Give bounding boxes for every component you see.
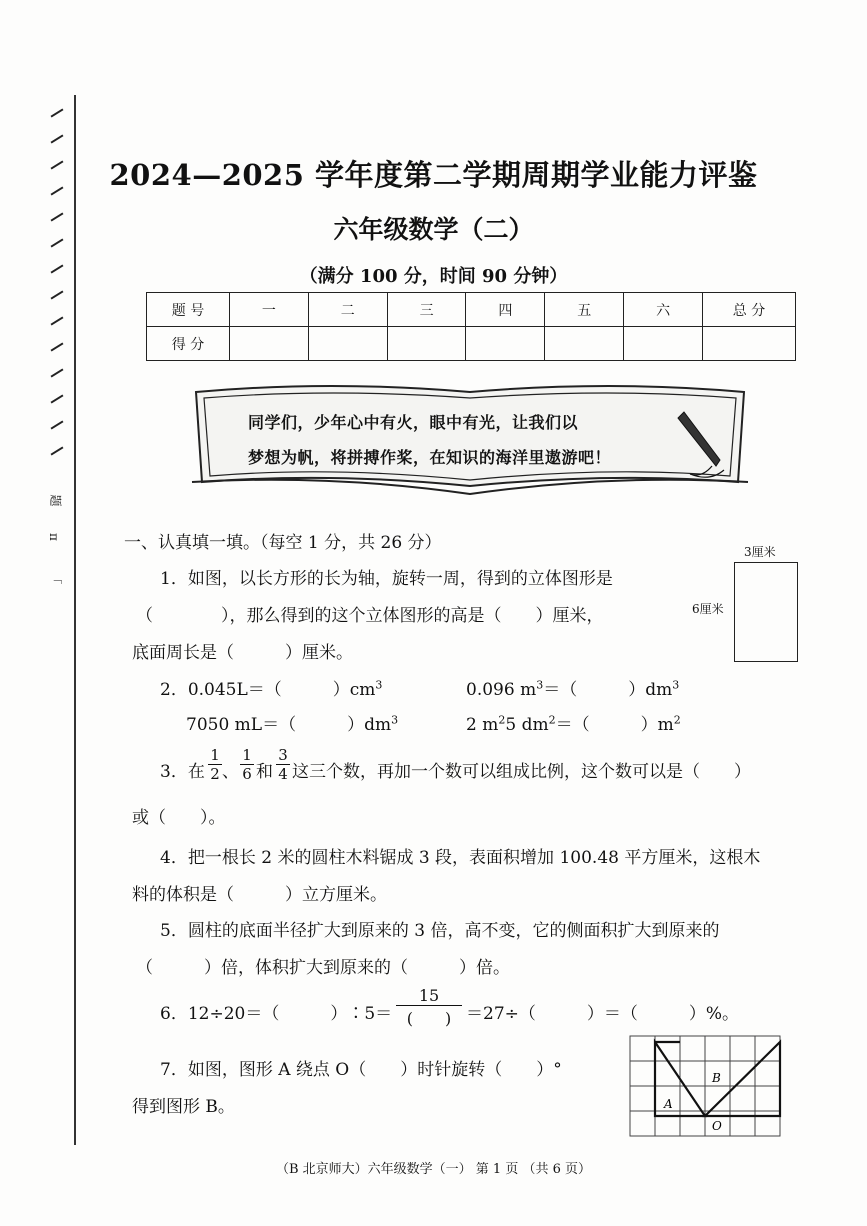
fraction-3-4: $\frac{3}{4}$ — [276, 746, 290, 783]
score-table — [146, 292, 796, 361]
q3-separator: 、 — [222, 762, 239, 782]
q1-line-2: （ ），那么得到的这个立体图形的高是（ ）厘米， — [136, 606, 604, 626]
score-header-cell: 一 — [230, 293, 309, 327]
q3-line-2: 或（ ）。 — [132, 808, 226, 828]
section-1-heading: 一、认真填一填。（每空 1 分，共 26 分） — [124, 533, 442, 553]
q5-line-2: （ ）倍，体积扩大到原来的（ ）倍。 — [136, 958, 510, 978]
score-cell[interactable] — [624, 327, 703, 361]
side-char-1: 题 — [48, 494, 63, 507]
book-banner-graphic — [190, 382, 750, 500]
fraction-1-6: $\frac{1}{6}$ — [240, 746, 254, 783]
page-footer: （B 北京师大）六年级数学（一） 第 1 页 （共 6 页） — [275, 1162, 592, 1177]
q2-item-c: 7050 mL＝（ ）$dm^3$ — [186, 713, 399, 735]
q2-item-a: 2．0.045L＝（ ）$cm^3$ — [160, 678, 383, 700]
score-cell[interactable] — [466, 327, 545, 361]
label-a: A — [664, 1097, 673, 1111]
label-b: B — [712, 1071, 721, 1085]
q2-item-d: 2 $m^25$ $dm^2=$（ ）$m^2$ — [466, 713, 681, 735]
score-header-cell: 题 号 — [147, 293, 230, 327]
q3-text: 这三个数，再加一个数可以组成比例，这个数可以是（ ） — [292, 762, 751, 782]
q2-item-b: 0.096 $m^3=$（ ）$dm^3$ — [466, 678, 680, 700]
banner-line-2: 梦想为帆，将拼搏作桨，在知识的海洋里遨游吧！ — [248, 448, 612, 467]
banner-line-1: 同学们，少年心中有火，眼中有光，让我们以 — [248, 413, 579, 432]
q6-part-a: 6．12÷20＝（ ）∶5＝ — [160, 1004, 393, 1024]
score-header-cell: 五 — [545, 293, 624, 327]
q5-line-1: 5．圆柱的底面半径扩大到原来的 3 倍，高不变，它的侧面积扩大到原来的 — [160, 921, 720, 941]
score-cell[interactable] — [703, 327, 796, 361]
exam-title: 2024—2025 学年度第二学期周期学业能力评鉴 — [109, 158, 758, 192]
side-char-3: 「 — [48, 572, 63, 585]
rectangle-figure — [734, 562, 798, 662]
score-cell[interactable] — [545, 327, 624, 361]
score-row-label: 得 分 — [147, 327, 230, 361]
q3-prefix: 3．在 — [160, 762, 205, 782]
score-cell[interactable] — [230, 327, 309, 361]
q1-line-1: 1．如图，以长方形的长为轴，旋转一周，得到的立体图形是 — [160, 569, 613, 589]
score-header-cell: 四 — [466, 293, 545, 327]
q6-fraction: 15 ( ) — [396, 986, 462, 1029]
exam-info: （满分 100 分，时间 90 分钟） — [299, 266, 568, 287]
q3-and: 和 — [256, 762, 273, 782]
rect-width-label: 3厘米 — [744, 545, 776, 559]
side-char-2: π — [46, 533, 61, 541]
q7-line-1: 7．如图，图形 A 绕点 O（ ）时针旋转（ ）° — [160, 1060, 562, 1080]
exam-subtitle: 六年级数学（二） — [333, 215, 534, 244]
score-header-cell: 三 — [387, 293, 466, 327]
score-table-score-row — [147, 327, 796, 361]
score-header-cell: 六 — [624, 293, 703, 327]
score-table-header-row — [147, 293, 796, 327]
score-header-cell: 二 — [308, 293, 387, 327]
rect-height-label: 6厘米 — [692, 602, 724, 616]
label-o: O — [712, 1119, 722, 1133]
q4-line-2: 料的体积是（ ）立方厘米。 — [132, 885, 387, 905]
binding-margin-line — [74, 95, 76, 1145]
score-header-cell: 总 分 — [703, 293, 796, 327]
rotation-grid-figure — [628, 1034, 788, 1142]
score-cell[interactable] — [308, 327, 387, 361]
q6-part-b: ＝27÷（ ）＝（ ）%。 — [466, 1004, 740, 1024]
q4-line-1: 4．把一根长 2 米的圆柱木料锯成 3 段，表面积增加 100.48 平方厘米，这根木 — [160, 848, 761, 868]
score-cell[interactable] — [387, 327, 466, 361]
q7-line-2: 得到图形 B。 — [132, 1097, 235, 1117]
q1-line-3: 底面周长是（ ）厘米。 — [132, 643, 353, 663]
fraction-1-2: $\frac{1}{2}$ — [208, 746, 222, 783]
